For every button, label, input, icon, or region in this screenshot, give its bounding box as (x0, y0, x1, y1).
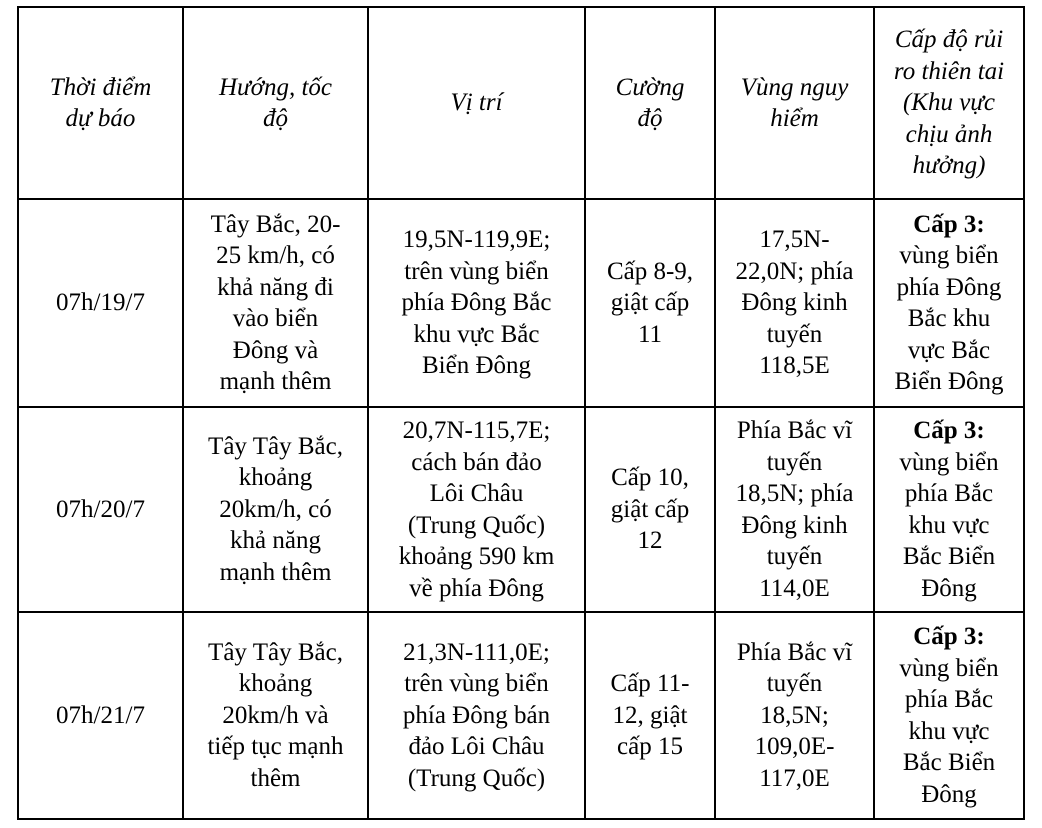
cell-direction: Tây Bắc, 20- 25 km/h, có khả năng đi vào biển Đông và mạnh thêm (183, 199, 368, 407)
header-row (18, 7, 1024, 199)
risk-level-label: Cấp 3: (913, 417, 985, 444)
cell-direction: Tây Tây Bắc, khoảng 20km/h, có khả năng mạnh thêm (183, 407, 368, 612)
cell-position: 20,7N-115,7E; cách bán đảo Lôi Châu (Trung Quốc) khoảng 590 km về phía Đông (368, 407, 585, 612)
table-row (18, 407, 1024, 612)
cell-intensity: Cấp 11- 12, giật cấp 15 (585, 612, 715, 819)
table-row (18, 199, 1024, 407)
risk-level-label: Cấp 3: (913, 623, 985, 650)
cell-intensity: Cấp 8-9, giật cấp 11 (585, 199, 715, 407)
cell-danger-zone: Phía Bắc vĩ tuyến 18,5N; 109,0E- 117,0E (715, 612, 874, 819)
header-intensity: Cường độ (585, 7, 715, 199)
risk-area-text: vùng biển phía Bắc khu vực Bắc Biển Đông (899, 448, 999, 602)
storm-forecast-table (17, 6, 1025, 820)
cell-intensity: Cấp 10, giật cấp 12 (585, 407, 715, 612)
cell-risk (874, 407, 1024, 612)
header-risk-level: Cấp độ rủi ro thiên tai (Khu vực chịu ảnh hưởng) (874, 7, 1024, 199)
cell-danger-zone: Phía Bắc vĩ tuyến 18,5N; phía Đông kinh tuyến 114,0E (715, 407, 874, 612)
forecast-table-container (17, 6, 1025, 820)
risk-area-text: vùng biển phía Đông Bắc khu vực Bắc Biển Đông (894, 242, 1004, 395)
cell-direction: Tây Tây Bắc, khoảng 20km/h và tiếp tục mạnh thêm (183, 612, 368, 819)
cell-position: 19,5N-119,9E; trên vùng biển phía Đông Bắc khu vực Bắc Biển Đông (368, 199, 585, 407)
cell-position: 21,3N-111,0E; trên vùng biển phía Đông bán đảo Lôi Châu (Trung Quốc) (368, 612, 585, 819)
header-direction-speed: Hướng, tốc độ (183, 7, 368, 199)
table-row (18, 612, 1024, 819)
cell-danger-zone: 17,5N- 22,0N; phía Đông kinh tuyến 118,5E (715, 199, 874, 407)
header-position: Vị trí (368, 7, 585, 199)
cell-risk (874, 612, 1024, 819)
risk-level-label: Cấp 3: (913, 210, 985, 238)
risk-area-text: vùng biển phía Bắc khu vực Bắc Biển Đông (899, 654, 999, 808)
header-danger-zone: Vùng nguy hiểm (715, 7, 874, 199)
cell-time: 07h/19/7 (18, 199, 183, 407)
cell-time: 07h/20/7 (18, 407, 183, 612)
cell-time: 07h/21/7 (18, 612, 183, 819)
header-forecast-time: Thời điểm dự báo (18, 7, 183, 199)
cell-risk (874, 199, 1024, 407)
